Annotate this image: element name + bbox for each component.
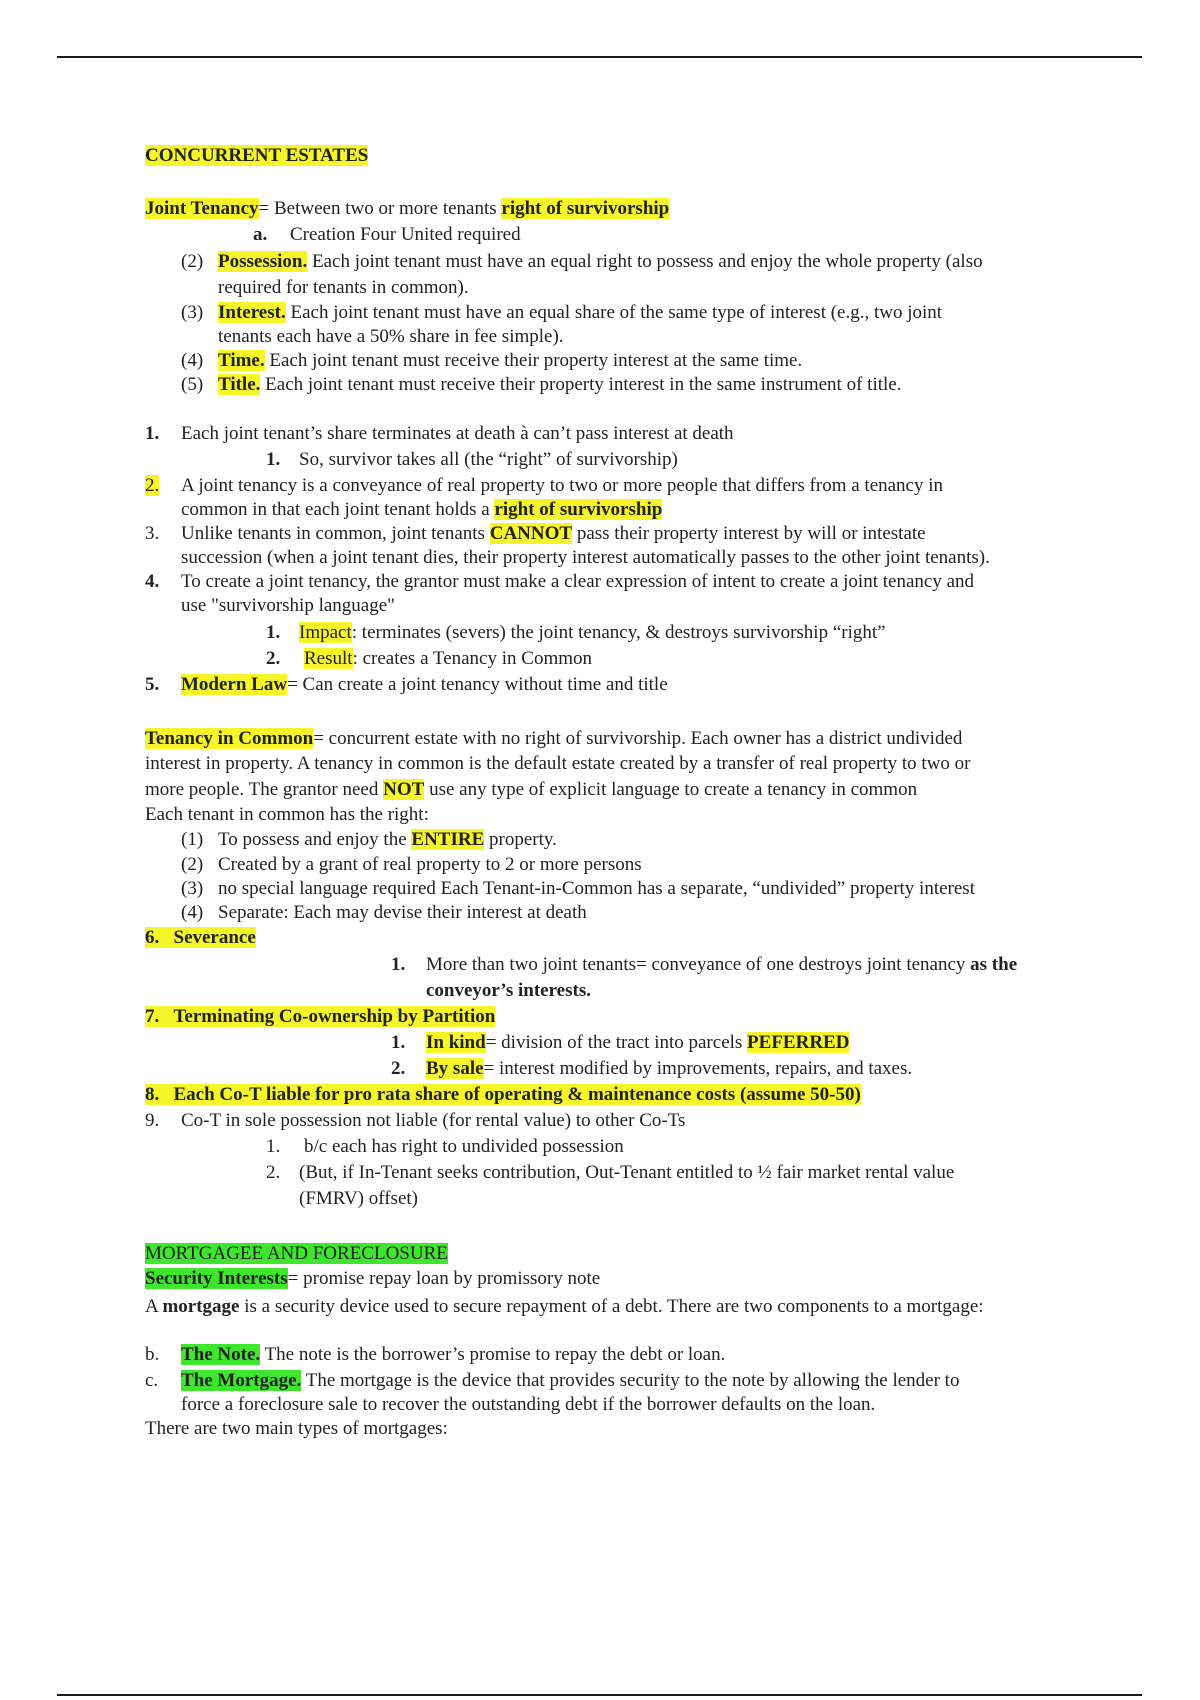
- right-number: (2): [181, 854, 204, 875]
- sub-number: 2.: [266, 1162, 281, 1183]
- list-item-text: Co-T in sole possession not liable (for rental value) to other Co-Ts: [181, 1110, 686, 1131]
- sub-number: 1.: [266, 622, 281, 643]
- paragraph-line: more people. The grantor need NOT use any type of explicit language to create a tenancy in common: [145, 779, 918, 800]
- unity-interest: Interest. Each joint tenant must have an equal share of the same type of interest (e.g., two joint: [218, 302, 943, 323]
- list-item-text-cont: common in that each joint tenant holds a right of survivorship: [181, 499, 663, 520]
- sub-item-text: b/c each has right to undivided possession: [304, 1136, 624, 1157]
- unity-number: (2): [181, 251, 204, 272]
- mortgage-mortgage-item-cont: force a foreclosure sale to recover the outstanding debt if the borrower defaults on the loan.: [181, 1394, 876, 1415]
- sub-number: 1.: [266, 449, 281, 470]
- list-number: 1.: [145, 423, 160, 444]
- unity-number: (4): [181, 350, 204, 371]
- right-item: Separate: Each may devise their interest at death: [218, 902, 587, 923]
- sub-item-text: So, survivor takes all (the “right” of survivorship): [299, 449, 678, 470]
- list-number: 4.: [145, 571, 160, 592]
- term-tenancy-in-common: Tenancy in Common: [145, 728, 314, 749]
- list-item-a: a.: [253, 224, 268, 245]
- sub-item-text: By sale= interest modified by improvements, repairs, and taxes.: [426, 1058, 913, 1079]
- right-number: (1): [181, 829, 204, 850]
- term-joint-tenancy: Joint Tenancy: [145, 198, 259, 219]
- sub-item-text-cont: conveyor’s interests.: [426, 980, 591, 1001]
- list-item-severance: 6. Severance: [145, 927, 256, 948]
- section-heading-mortgagee: MORTGAGEE AND FORECLOSURE: [145, 1243, 448, 1264]
- list-item-text-cont: use "survivorship language": [181, 595, 395, 616]
- sub-number: 1.: [266, 1136, 281, 1157]
- sub-item-text: (But, if In-Tenant seeks contribution, Out-Tenant entitled to ½ fair market rental value: [299, 1162, 955, 1183]
- list-number: 9.: [145, 1110, 160, 1131]
- mortgage-mortgage-item: The Mortgage. The mortgage is the device that provides security to the note by allowing the lender to: [181, 1370, 960, 1391]
- list-marker: c.: [145, 1370, 159, 1391]
- tenancy-in-common-definition: Tenancy in Common= concurrent estate with no right of survivorship. Each owner has a district undivided: [145, 728, 963, 749]
- sub-item-text-cont: (FMRV) offset): [299, 1188, 418, 1209]
- right-item: To possess and enjoy the ENTIRE property.: [218, 829, 557, 850]
- list-marker: b.: [145, 1344, 160, 1365]
- list-number: 2.: [145, 475, 160, 496]
- bottom-rule: [57, 1694, 1142, 1696]
- paragraph-line: interest in property. A tenancy in common is the default estate created by a transfer of real property to two or: [145, 753, 971, 774]
- top-rule: [57, 56, 1142, 58]
- sub-item-text: More than two joint tenants= conveyance of one destroys joint tenancy as the: [426, 954, 1018, 975]
- list-item-text: A joint tenancy is a conveyance of real property to two or more people that differs from a tenancy in: [181, 475, 944, 496]
- list-item-text: Modern Law= Can create a joint tenancy without time and title: [181, 674, 668, 695]
- list-item-text: Unlike tenants in common, joint tenants CANNOT pass their property interest by will or intestate: [181, 523, 926, 544]
- right-number: (4): [181, 902, 204, 923]
- sub-number: 1.: [391, 1032, 406, 1053]
- unity-possession-cont: required for tenants in common).: [218, 277, 469, 298]
- right-item: no special language required Each Tenant-in-Common has a separate, “undivided” property interest: [218, 878, 975, 899]
- sub-item-text: Result: creates a Tenancy in Common: [304, 648, 593, 669]
- unity-time: Time. Each joint tenant must receive their property interest at the same time.: [218, 350, 803, 371]
- unity-interest-cont: tenants each have a 50% share in fee simple).: [218, 326, 564, 347]
- list-item-text-cont: succession (when a joint tenant dies, their property interest automatically passes to the other joint tenants).: [181, 547, 990, 568]
- sub-item-text: In kind= division of the tract into parcels PEFERRED: [426, 1032, 850, 1053]
- list-item-text: To create a joint tenancy, the grantor must make a clear expression of intent to create a joint tenancy and: [181, 571, 974, 592]
- security-interests-definition: Security Interests= promise repay loan by promissory note: [145, 1268, 601, 1289]
- paragraph-line: Each tenant in common has the right:: [145, 804, 429, 825]
- sub-number: 2.: [391, 1058, 406, 1079]
- list-number: 5.: [145, 674, 160, 695]
- mortgage-note-item: The Note. The note is the borrower’s promise to repay the debt or loan.: [181, 1344, 726, 1365]
- list-item-a-text: Creation Four United required: [290, 224, 521, 245]
- sub-number: 1.: [391, 954, 406, 975]
- unity-title: Title. Each joint tenant must receive their property interest in the same instrument of title.: [218, 374, 902, 395]
- unity-possession: Possession. Each joint tenant must have an equal right to possess and enjoy the whole property (also: [218, 251, 983, 272]
- list-item-partition: 7. Terminating Co-ownership by Partition: [145, 1006, 496, 1027]
- unity-number: (3): [181, 302, 204, 323]
- section-heading-concurrent-estates: CONCURRENT ESTATES: [145, 145, 369, 166]
- list-item-costs: 8. Each Co-T liable for pro rata share of operating & maintenance costs (assume 50-50): [145, 1084, 861, 1105]
- mortgage-types-line: There are two main types of mortgages:: [145, 1418, 448, 1439]
- sub-item-text: Impact: terminates (severs) the joint tenancy, & destroys survivorship “right”: [299, 622, 886, 643]
- list-item-text: Each joint tenant’s share terminates at death à can’t pass interest at death: [181, 423, 734, 444]
- sub-number: 2.: [266, 648, 281, 669]
- unity-number: (5): [181, 374, 204, 395]
- joint-tenancy-definition: Joint Tenancy= Between two or more tenants right of survivorship: [145, 198, 670, 219]
- right-item: Created by a grant of real property to 2 or more persons: [218, 854, 642, 875]
- mortgage-intro: A mortgage is a security device used to secure repayment of a debt. There are two components to a mortgage:: [145, 1296, 984, 1317]
- list-number: 3.: [145, 523, 160, 544]
- right-number: (3): [181, 878, 204, 899]
